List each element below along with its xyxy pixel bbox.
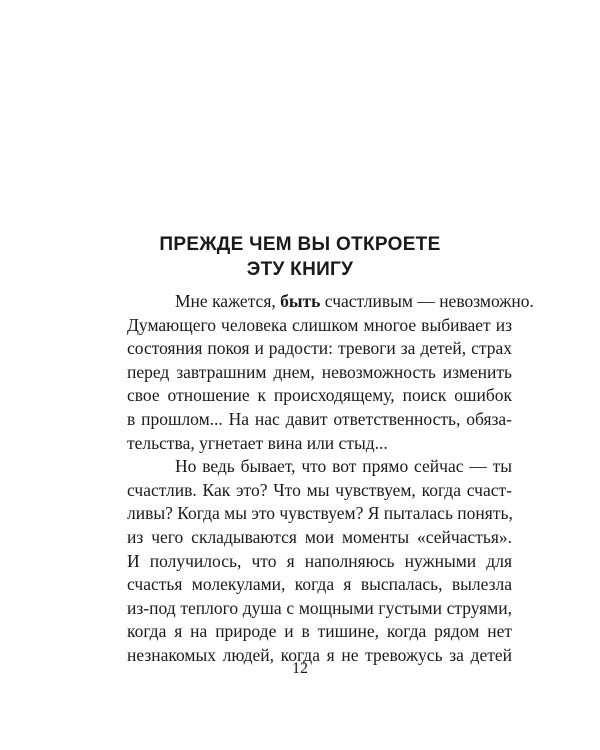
paragraph-1	[127, 290, 534, 455]
text-line: счастья молекулами, когда я выспалась, вылезла	[127, 574, 512, 595]
text-line: Но ведь бывает, что вот прямо сейчас — ты	[175, 456, 512, 477]
text-line: Думающего человека слишком многое выбивает из	[127, 314, 512, 335]
body-text	[127, 290, 534, 668]
text-line: ливы? Когда мы это чувствуем? Я пыталась понять,	[127, 503, 513, 524]
text-line: свое отношение к происходящему, поиск ошибок	[127, 385, 512, 406]
chapter-title-line-2: ЭТУ КНИГУ	[246, 259, 354, 280]
text-line: И получилось, что я наполняюсь нужными для	[127, 550, 512, 571]
text-line: тельства, угнетает вина или стыд...	[127, 432, 388, 453]
page-number: 12	[292, 660, 308, 677]
text-line: перед завтрашним днем, невозможность изменить	[127, 361, 512, 382]
text-line: из чего складываются мои моменты «сейчастья».	[127, 526, 512, 547]
text-fragment: счастливым — невозможно.	[320, 291, 534, 311]
paragraph-2	[127, 455, 512, 667]
text-line: незнакомых людей, когда я не тревожусь за детей	[127, 644, 512, 665]
text-line: счастлив. Как это? Что мы чувствуем, когда счаст-	[127, 479, 512, 500]
chapter-title-line-1: ПРЕЖДЕ ЧЕМ ВЫ ОТКРОЕТЕ	[159, 234, 441, 255]
text-line: в прошлом... На нас давит ответственность, обяза-	[127, 408, 512, 429]
text-line: состояния покоя и радости: тревоги за детей, страх	[127, 338, 512, 359]
text-line: когда я на природе и в тишине, когда рядом нет	[127, 621, 512, 642]
text-line: из-под теплого душа с мощными густыми струями,	[127, 597, 512, 618]
text-line	[127, 290, 534, 314]
emphasized-word: быть	[280, 291, 321, 311]
text-fragment: Мне кажется,	[175, 291, 281, 311]
